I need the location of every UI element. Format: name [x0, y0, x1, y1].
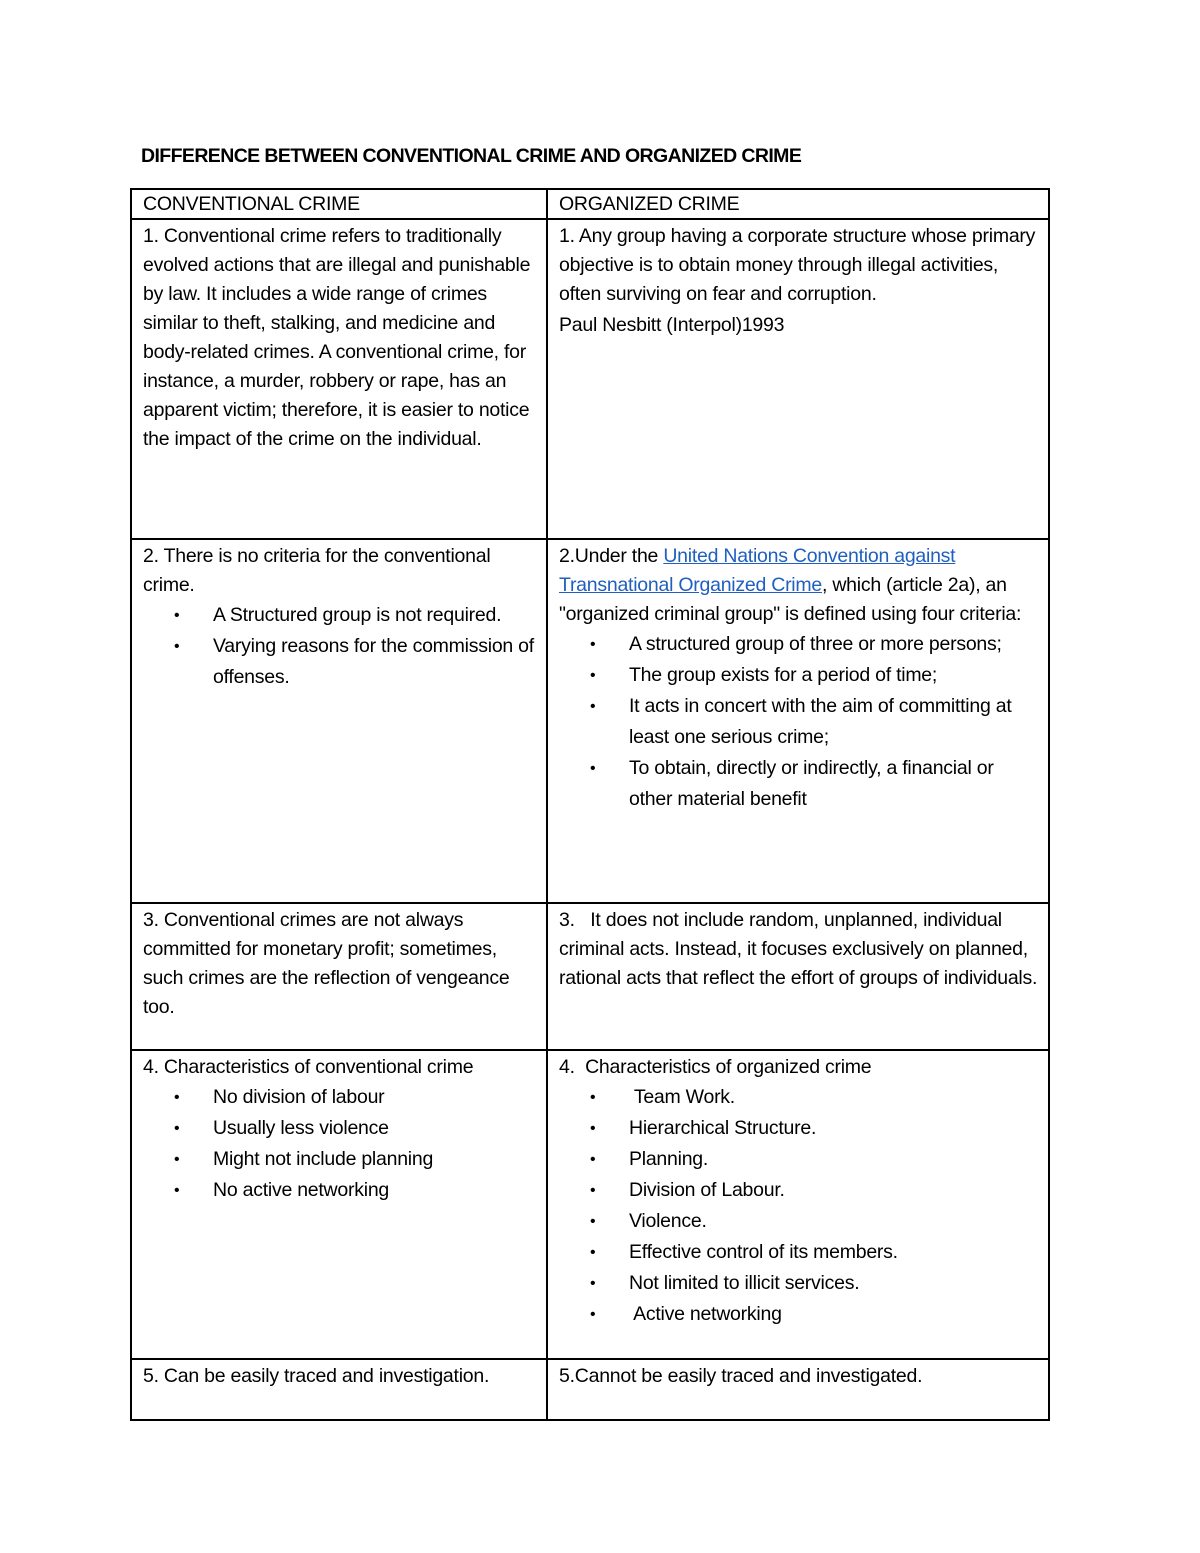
row3-organized-cell [547, 903, 1049, 1050]
table-row [131, 1050, 1049, 1359]
bullet-icon: • [590, 1244, 596, 1261]
bullet-icon: • [590, 1182, 596, 1199]
bullet-icon: • [590, 760, 596, 777]
row1-conventional-cell [131, 219, 547, 539]
bullet-icon: • [174, 1089, 180, 1106]
bullet-icon: • [590, 636, 596, 653]
row1-organized-text: 1. Any group having a corporate structure whose primary objective is to obtain money through illegal activities, often surviving on fear and corruption. [559, 225, 1036, 305]
row2-conventional-intro: 2. There is no criteria for the conventional crime. [143, 545, 491, 596]
row2-organized-list [559, 629, 1038, 815]
row4-organized-intro: 4. Characteristics of organized crime [559, 1056, 872, 1078]
row1-conventional-text: 1. Conventional crime refers to traditionally evolved actions that are illegal and punishable by law. It includes a wide range of crimes similar to theft, stalking, and medicine and body-related crimes. A conventional crime, for instance, a murder, robbery or rape, has an apparent victim; therefore, it is easier to notice the impact of the crime on the individual. [143, 225, 531, 450]
row2-conventional-list [143, 600, 536, 693]
list-item: • Varying reasons for the commission of offenses. [143, 631, 536, 693]
row2-organized-intro: 2.Under the United Nations Convention against Transnational Organized Crime, which (article 2a), an "organized criminal group" is defined using four criteria: [559, 545, 1022, 625]
row5-organized-text: 5.Cannot be easily traced and investigated. [559, 1365, 923, 1387]
bullet-icon: • [174, 1120, 180, 1137]
table-header-row [131, 189, 1049, 219]
table-row [131, 1359, 1049, 1420]
list-item: • Planning. [559, 1144, 1038, 1175]
list-item: • Might not include planning [143, 1144, 536, 1175]
un-convention-link[interactable]: United Nations Convention against Transnational Organized Crime [559, 545, 956, 596]
list-item: • No division of labour [143, 1082, 536, 1113]
row3-conventional-text: 3. Conventional crimes are not always committed for monetary profit; sometimes, such crimes are the reflection of vengeance too. [143, 909, 510, 1018]
bullet-icon: • [590, 1151, 596, 1168]
bullet-icon: • [590, 1275, 596, 1292]
list-item: • A structured group of three or more persons; [559, 629, 1038, 660]
list-item: • To obtain, directly or indirectly, a financial or other material benefit [559, 753, 1038, 815]
table-row [131, 219, 1049, 539]
page-title: DIFFERENCE BETWEEN CONVENTIONAL CRIME AND ORGANIZED CRIME [141, 145, 802, 167]
row4-conventional-intro: 4. Characteristics of conventional crime [143, 1056, 474, 1078]
list-item: • Effective control of its members. [559, 1237, 1038, 1268]
list-item: • The group exists for a period of time; [559, 660, 1038, 691]
bullet-icon: • [590, 698, 596, 715]
bullet-icon: • [174, 1182, 180, 1199]
list-item: • Division of Labour. [559, 1175, 1038, 1206]
bullet-icon: • [174, 1151, 180, 1168]
table-row [131, 903, 1049, 1050]
row5-conventional-cell [131, 1359, 547, 1420]
bullet-icon: • [590, 667, 596, 684]
row3-organized-text: 3. It does not include random, unplanned, individual criminal acts. Instead, it focuses exclusively on planned, rational acts that reflect the effort of groups of individuals. [559, 909, 1038, 989]
bullet-icon: • [174, 638, 180, 655]
row2-organized-cell [547, 539, 1049, 903]
comparison-table [130, 188, 1050, 1421]
row4-conventional-list [143, 1082, 536, 1206]
row1-organized-source: Paul Nesbitt (Interpol)1993 [559, 314, 785, 336]
list-item: • Not limited to illicit services. [559, 1268, 1038, 1299]
bullet-icon: • [590, 1089, 596, 1106]
bullet-icon: • [590, 1306, 596, 1323]
table-row [131, 539, 1049, 903]
bullet-icon: • [590, 1213, 596, 1230]
row4-conventional-cell [131, 1050, 547, 1359]
list-item: • A Structured group is not required. [143, 600, 536, 631]
row2-conventional-cell [131, 539, 547, 903]
header-organized: ORGANIZED CRIME [547, 189, 1049, 219]
header-conventional: CONVENTIONAL CRIME [131, 189, 547, 219]
bullet-icon: • [174, 607, 180, 624]
bullet-icon: • [590, 1120, 596, 1137]
list-item: • Team Work. [559, 1082, 1038, 1113]
row4-organized-list [559, 1082, 1038, 1330]
list-item: • Usually less violence [143, 1113, 536, 1144]
row5-conventional-text: 5. Can be easily traced and investigation. [143, 1365, 490, 1387]
row1-organized-cell [547, 219, 1049, 539]
list-item: • Active networking [559, 1299, 1038, 1330]
row5-organized-cell [547, 1359, 1049, 1420]
list-item: • No active networking [143, 1175, 536, 1206]
row3-conventional-cell [131, 903, 547, 1050]
list-item: • Violence. [559, 1206, 1038, 1237]
row4-organized-cell [547, 1050, 1049, 1359]
list-item: • Hierarchical Structure. [559, 1113, 1038, 1144]
list-item: • It acts in concert with the aim of committing at least one serious crime; [559, 691, 1038, 753]
